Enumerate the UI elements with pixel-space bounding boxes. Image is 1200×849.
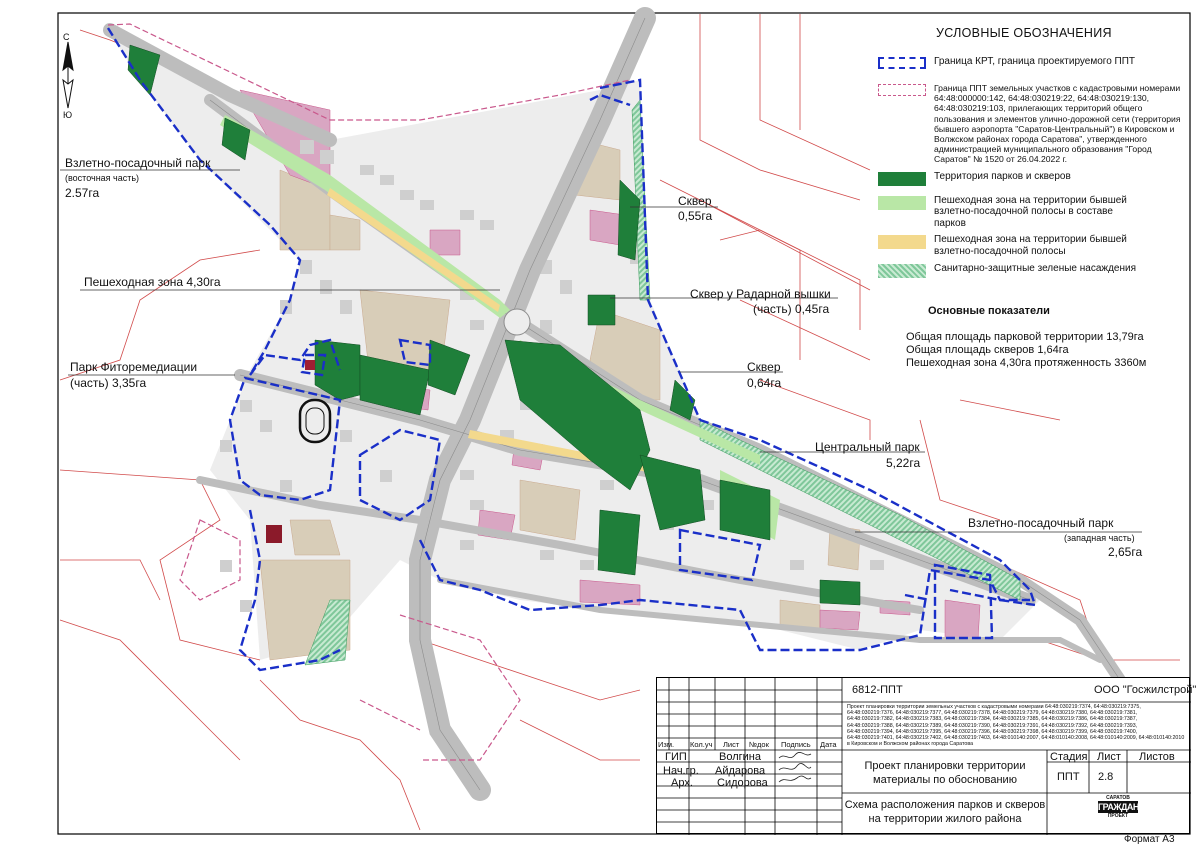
label-fito-area: (часть) 3,35га [70, 376, 147, 390]
stamp-sheet-v: 2.8 [1098, 771, 1114, 783]
label-skver2-area: 0,64га [747, 376, 782, 390]
stamp-role-arh: Арх. [671, 777, 693, 789]
north-arrow [63, 42, 73, 108]
company-logo [1098, 795, 1138, 833]
legend-swatch-ppt [878, 84, 926, 96]
main-indicators [906, 305, 1146, 370]
indicator-park-area: Общая площадь парковой территории 13,79га [906, 331, 1144, 343]
label-vzlet-west-sub: (западная часть) [1064, 533, 1135, 543]
dark-red-plot [266, 525, 282, 543]
stamp-role-gip: ГИП [665, 751, 687, 763]
label-central-area: 5,22га [886, 456, 921, 470]
stamp-description: Проект планировки территории земельных участков с кадастровыми номерами 64:48:030219:7374, 64:48:030219:7375, 64:48:030219:7376, 64:48:030219:7377, 64:48:030219:7378, 64:48:030219:7379, 64:48:030219:7380, 64:48:030219:7381, 64:48:030219:7382, 64:48:030219:7383, 64:48:030219:7384, 64:48:030219:7385, 64:48:030219:7386, 64:48:030219:7387, 64:48:030219:7388, 64:48:030219:7389, 64:48:030219:7390, 64:48:030219:7391, 64:48:030219:7392, 64:48:030219:7393, 64:48:030219:7394, 64:48:030219:7395, 64:48:030219:7396, 64:48:030219:7398, 64:48:030219:7399, 64:48:030219:7400, 64:48:030219:7401, 64:48:030219:7402, 64:48:030219:7403, 64:48:010140:2007, 64:48:010140:2008, 64:48:010140:2009, 64:48:010140:2010 в Кировском и Волжском районах города Саратова [847, 704, 1185, 748]
stamp-name-sidorova: Сидорова [717, 777, 768, 789]
legend-title: УСЛОВНЫЕ ОБОЗНАЧЕНИЯ [936, 26, 1112, 40]
label-central-name: Центральный парк [815, 440, 920, 454]
legend-item-ped [878, 234, 1188, 257]
label-skver1-area: 0,55га [678, 209, 713, 223]
sheet-format: Формат А3 [1124, 834, 1175, 845]
label-fito-name: Парк Фиторемедиации [70, 360, 198, 374]
stamp-company: ООО "Госжилстрой" [1094, 684, 1197, 696]
label-ped-zone: Пешеходная зона 4,30га [84, 275, 221, 289]
label-radar-name: Сквер у Радарной вышки [690, 287, 831, 301]
north-label-s: С [63, 32, 70, 42]
stamp-name-aydarova: Айдарова [715, 765, 766, 777]
stamp-name-volgina: Волгина [719, 751, 761, 763]
indicator-skver-area: Общая площадь скверов 1,64га [906, 344, 1069, 356]
legend-swatch-krt [878, 57, 926, 69]
logo-text-mid: ГРАЖДАН [1098, 802, 1139, 812]
logo-text-bottom: ПРОЕКТ [1107, 813, 1129, 819]
legend-swatch-ped-park [878, 196, 926, 210]
signatures [775, 750, 817, 786]
legend-swatch-sanitary [878, 264, 926, 278]
stamp-h-list: Лист [723, 740, 740, 749]
stamp-project-2: материалы по обоснованию [873, 774, 1017, 786]
dark-red-plot-small [305, 360, 315, 370]
legend-item-krt [878, 56, 1188, 69]
legend-item-ped-park [878, 195, 1188, 230]
label-vzlet-east-sub: (восточная часть) [65, 173, 140, 183]
legend-item-sanitary [878, 263, 1188, 278]
label-vzlet-east-area: 2.57га [65, 186, 100, 200]
label-vzlet-west-area: 2,65га [1108, 545, 1143, 559]
legend-text-ppt: Граница ППТ земельных участков с кадастровыми номерами 64:48:000000:142, 64:48:030219:22, 64:48:030219:130, 64:48:030219:103, прилегающих территорий общего пользования и элементов улично-дорожной сети (территория бывшего аэропорта "Саратов-Центральный") в Кировском и Волжском районах города Саратова", утвержденного администрацией муниципального образования "Город Саратов" № 1520 от 26.04.2022 г. [934, 83, 1181, 165]
legend-text-ped: Пешеходная зона на территории бывшей взлетно-посадочной полосы [934, 234, 1127, 257]
stamp-code: 6812-ППТ [852, 684, 903, 696]
label-radar-area: (часть) 0,45га [753, 302, 830, 316]
stamp-role-nach: Нач.гр. [663, 765, 699, 777]
legend [878, 26, 1188, 283]
indicator-ped-zone: Пешеходная зона 4,30га протяженность 3360м [906, 357, 1147, 369]
legend-item-parks [878, 171, 1188, 186]
label-vzlet-west-name: Взлетно-посадочный парк [968, 516, 1114, 530]
stamp-h-kol: Кол.уч [690, 740, 713, 749]
label-vzlet-east-name: Взлетно-посадочный парк [65, 156, 211, 170]
legend-text-krt: Граница КРТ, граница проектируемого ППТ [934, 56, 1136, 67]
label-skver2-name: Сквер [747, 360, 781, 374]
legend-item-ppt [878, 83, 1188, 165]
legend-swatch-parks [878, 172, 926, 186]
indicators-title: Основные показатели [928, 305, 1050, 317]
stamp-h-ndok: №док [749, 740, 769, 749]
roundabout [504, 309, 530, 335]
stamp-sheet-h: Лист [1097, 751, 1121, 763]
legend-swatch-ped [878, 235, 926, 249]
label-skver1-name: Сквер [678, 194, 712, 208]
legend-text-parks: Территория парков и скверов [934, 170, 1071, 182]
stamp-scheme-1: Схема расположения парков и скверов [844, 799, 1046, 811]
stamp-scheme-2: на территории жилого района [868, 813, 1022, 825]
north-label-yu: Ю [63, 110, 73, 120]
stamp-h-izm: Изм. [658, 740, 675, 749]
stamp-h-sign: Подпись [781, 740, 811, 749]
stamp-stage-h: Стадия [1050, 751, 1088, 763]
legend-text-sanitary: Санитарно-защитные зеленые насаждения [934, 263, 1137, 275]
legend-text-ped-park: Пешеходная зона на территории бывшей взлетно-посадочной полосы в составе парков [934, 194, 1127, 229]
stamp-stage-v: ППТ [1057, 771, 1080, 783]
stamp-h-date: Дата [820, 740, 837, 749]
logo-text-top: САРАТОВ [1106, 795, 1130, 801]
stamp-sheets-h: Листов [1139, 751, 1175, 763]
stamp-project-1: Проект планировки территории [864, 760, 1026, 772]
